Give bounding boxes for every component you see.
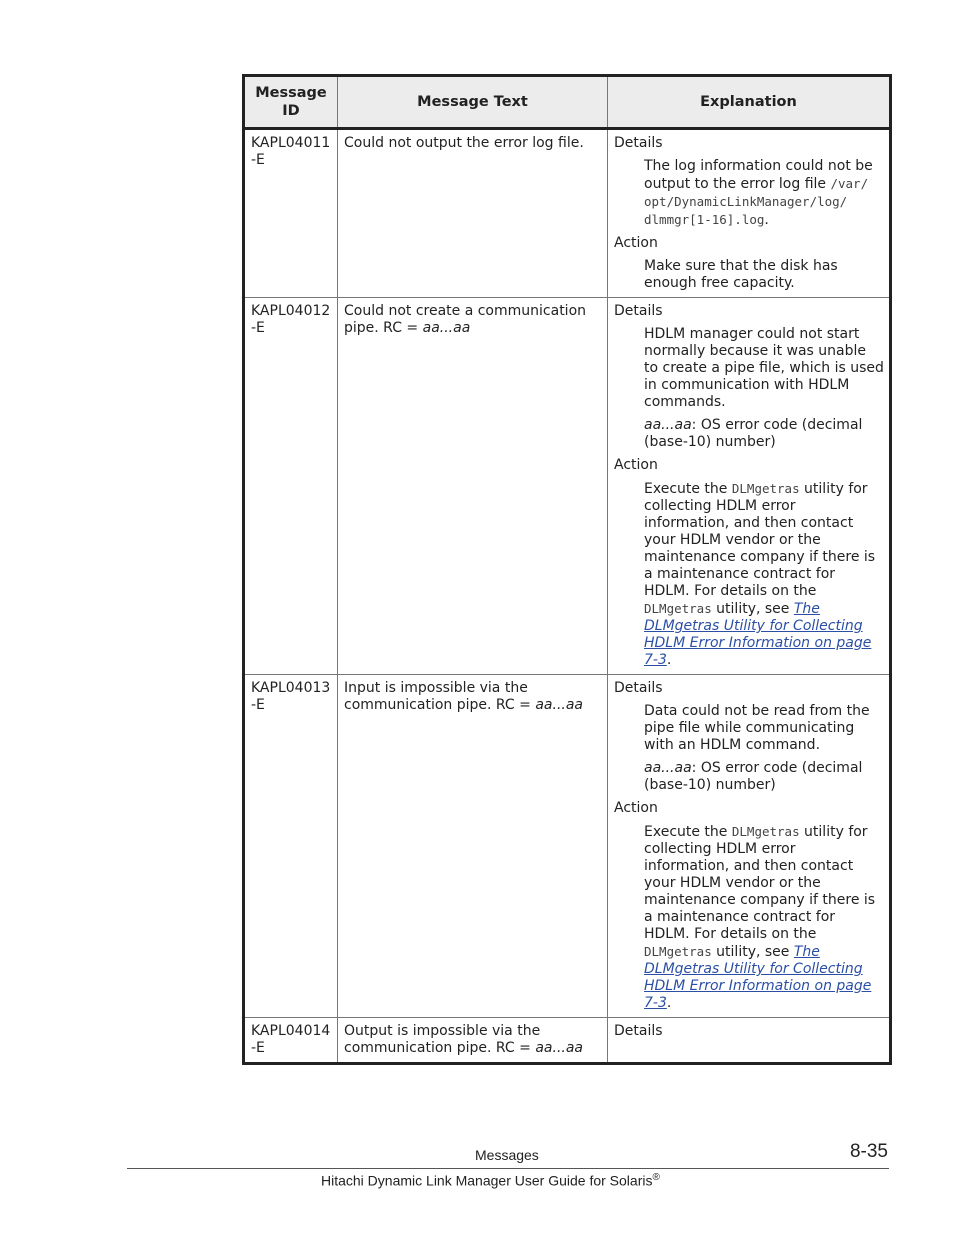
utility-name: DLMgetras [731, 824, 800, 839]
message-id: KAPL04011 -E [244, 129, 338, 298]
message-text-part: Input is impossible via the communication pipe. RC = [344, 680, 536, 713]
details-text: Data could not be read from the pipe file while communicating with an HDLM command. [644, 703, 870, 753]
action-part: Execute the [644, 481, 732, 497]
details-label: Details [614, 303, 663, 319]
message-id: KAPL04012 -E [244, 298, 338, 675]
action-label: Action [614, 800, 658, 816]
table-row [244, 298, 891, 675]
table-header-row [244, 76, 891, 129]
footer-divider [127, 1168, 889, 1169]
explanation-cell [608, 129, 891, 298]
utility-name: DLMgetras [644, 944, 712, 959]
details-label: Details [614, 1023, 663, 1039]
message-table-container [242, 74, 889, 1065]
action-text: Make sure that the disk has enough free capacity. [644, 258, 838, 291]
message-text: Could not output the error log file. [338, 129, 608, 298]
cross-reference-link[interactable]: The DLMgetras Utility for Collecting HDLM Error Information on page 7-3 [644, 944, 872, 1011]
details-label: Details [614, 680, 663, 696]
page-number: 8-35 [849, 1141, 888, 1162]
error-code-desc: : OS error code (decimal (base-10) number) [644, 760, 863, 793]
return-code-var: aa...aa [535, 697, 584, 713]
utility-name: DLMgetras [731, 481, 800, 496]
registered-mark: ® [652, 1172, 660, 1183]
message-text-part: Output is impossible via the communication pipe. RC = [344, 1023, 541, 1056]
table-row [244, 675, 891, 1018]
message-text-part: Could not create a communication pipe. RC = [344, 303, 587, 336]
action-end: . [666, 995, 672, 1011]
document-title-text: Hitachi Dynamic Link Manager User Guide for Solaris [321, 1172, 653, 1189]
message-text [338, 298, 608, 675]
error-code-desc: : OS error code (decimal (base-10) number) [644, 417, 863, 450]
action-text [644, 823, 884, 1012]
action-label: Action [614, 235, 658, 251]
details-text-part: The log information could not be output to the error log file [644, 158, 873, 192]
action-label: Action [614, 457, 658, 473]
cross-reference-link[interactable]: The DLMgetras Utility for Collecting HDLM Error Information on page 7-3 [644, 601, 872, 668]
message-text [338, 1018, 608, 1064]
message-table [242, 74, 892, 1065]
action-part: utility for collecting HDLM error information, and then contact your HDLM vendor or the maintenance company if there is a maintenance contract for HDLM. For details on the [644, 481, 876, 599]
footer-document-title [321, 1172, 660, 1189]
action-end: . [666, 652, 672, 668]
explanation-cell [608, 298, 891, 675]
message-id: KAPL04013 -E [244, 675, 338, 1018]
details-label: Details [614, 135, 663, 151]
action-part: utility, see [711, 944, 794, 960]
action-part: Execute the [644, 824, 732, 840]
action-part: utility for collecting HDLM error information, and then contact your HDLM vendor or the maintenance company if there is a maintenance contract for HDLM. For details on the [644, 824, 876, 942]
header-message-id: Message ID [244, 76, 338, 129]
explanation-cell [608, 675, 891, 1018]
footer-section-name: Messages [475, 1147, 539, 1163]
log-file-path: /var/ opt/DynamicLinkManager/log/ dlmmgr[1-16].log [644, 176, 869, 227]
details-text: HDLM manager could not start normally because it was unable to create a pipe file, which is used in communication with HDLM commands. [644, 326, 884, 410]
details-error-code [644, 417, 884, 451]
action-part: utility, see [711, 601, 794, 617]
header-explanation: Explanation [608, 76, 891, 129]
error-code-var: aa...aa [644, 760, 692, 776]
action-text [644, 480, 884, 669]
details-end: . [764, 212, 769, 228]
utility-name: DLMgetras [644, 601, 712, 616]
details-error-code [644, 760, 884, 794]
explanation-cell [608, 1018, 891, 1064]
message-text [338, 675, 608, 1018]
error-code-var: aa...aa [644, 417, 692, 433]
return-code-var: aa...aa [422, 320, 471, 336]
message-id: KAPL04014 -E [244, 1018, 338, 1064]
return-code-var: aa...aa [535, 1040, 584, 1056]
table-row [244, 129, 891, 298]
details-text [644, 158, 884, 229]
table-row [244, 1018, 891, 1064]
header-message-text: Message Text [338, 76, 608, 129]
